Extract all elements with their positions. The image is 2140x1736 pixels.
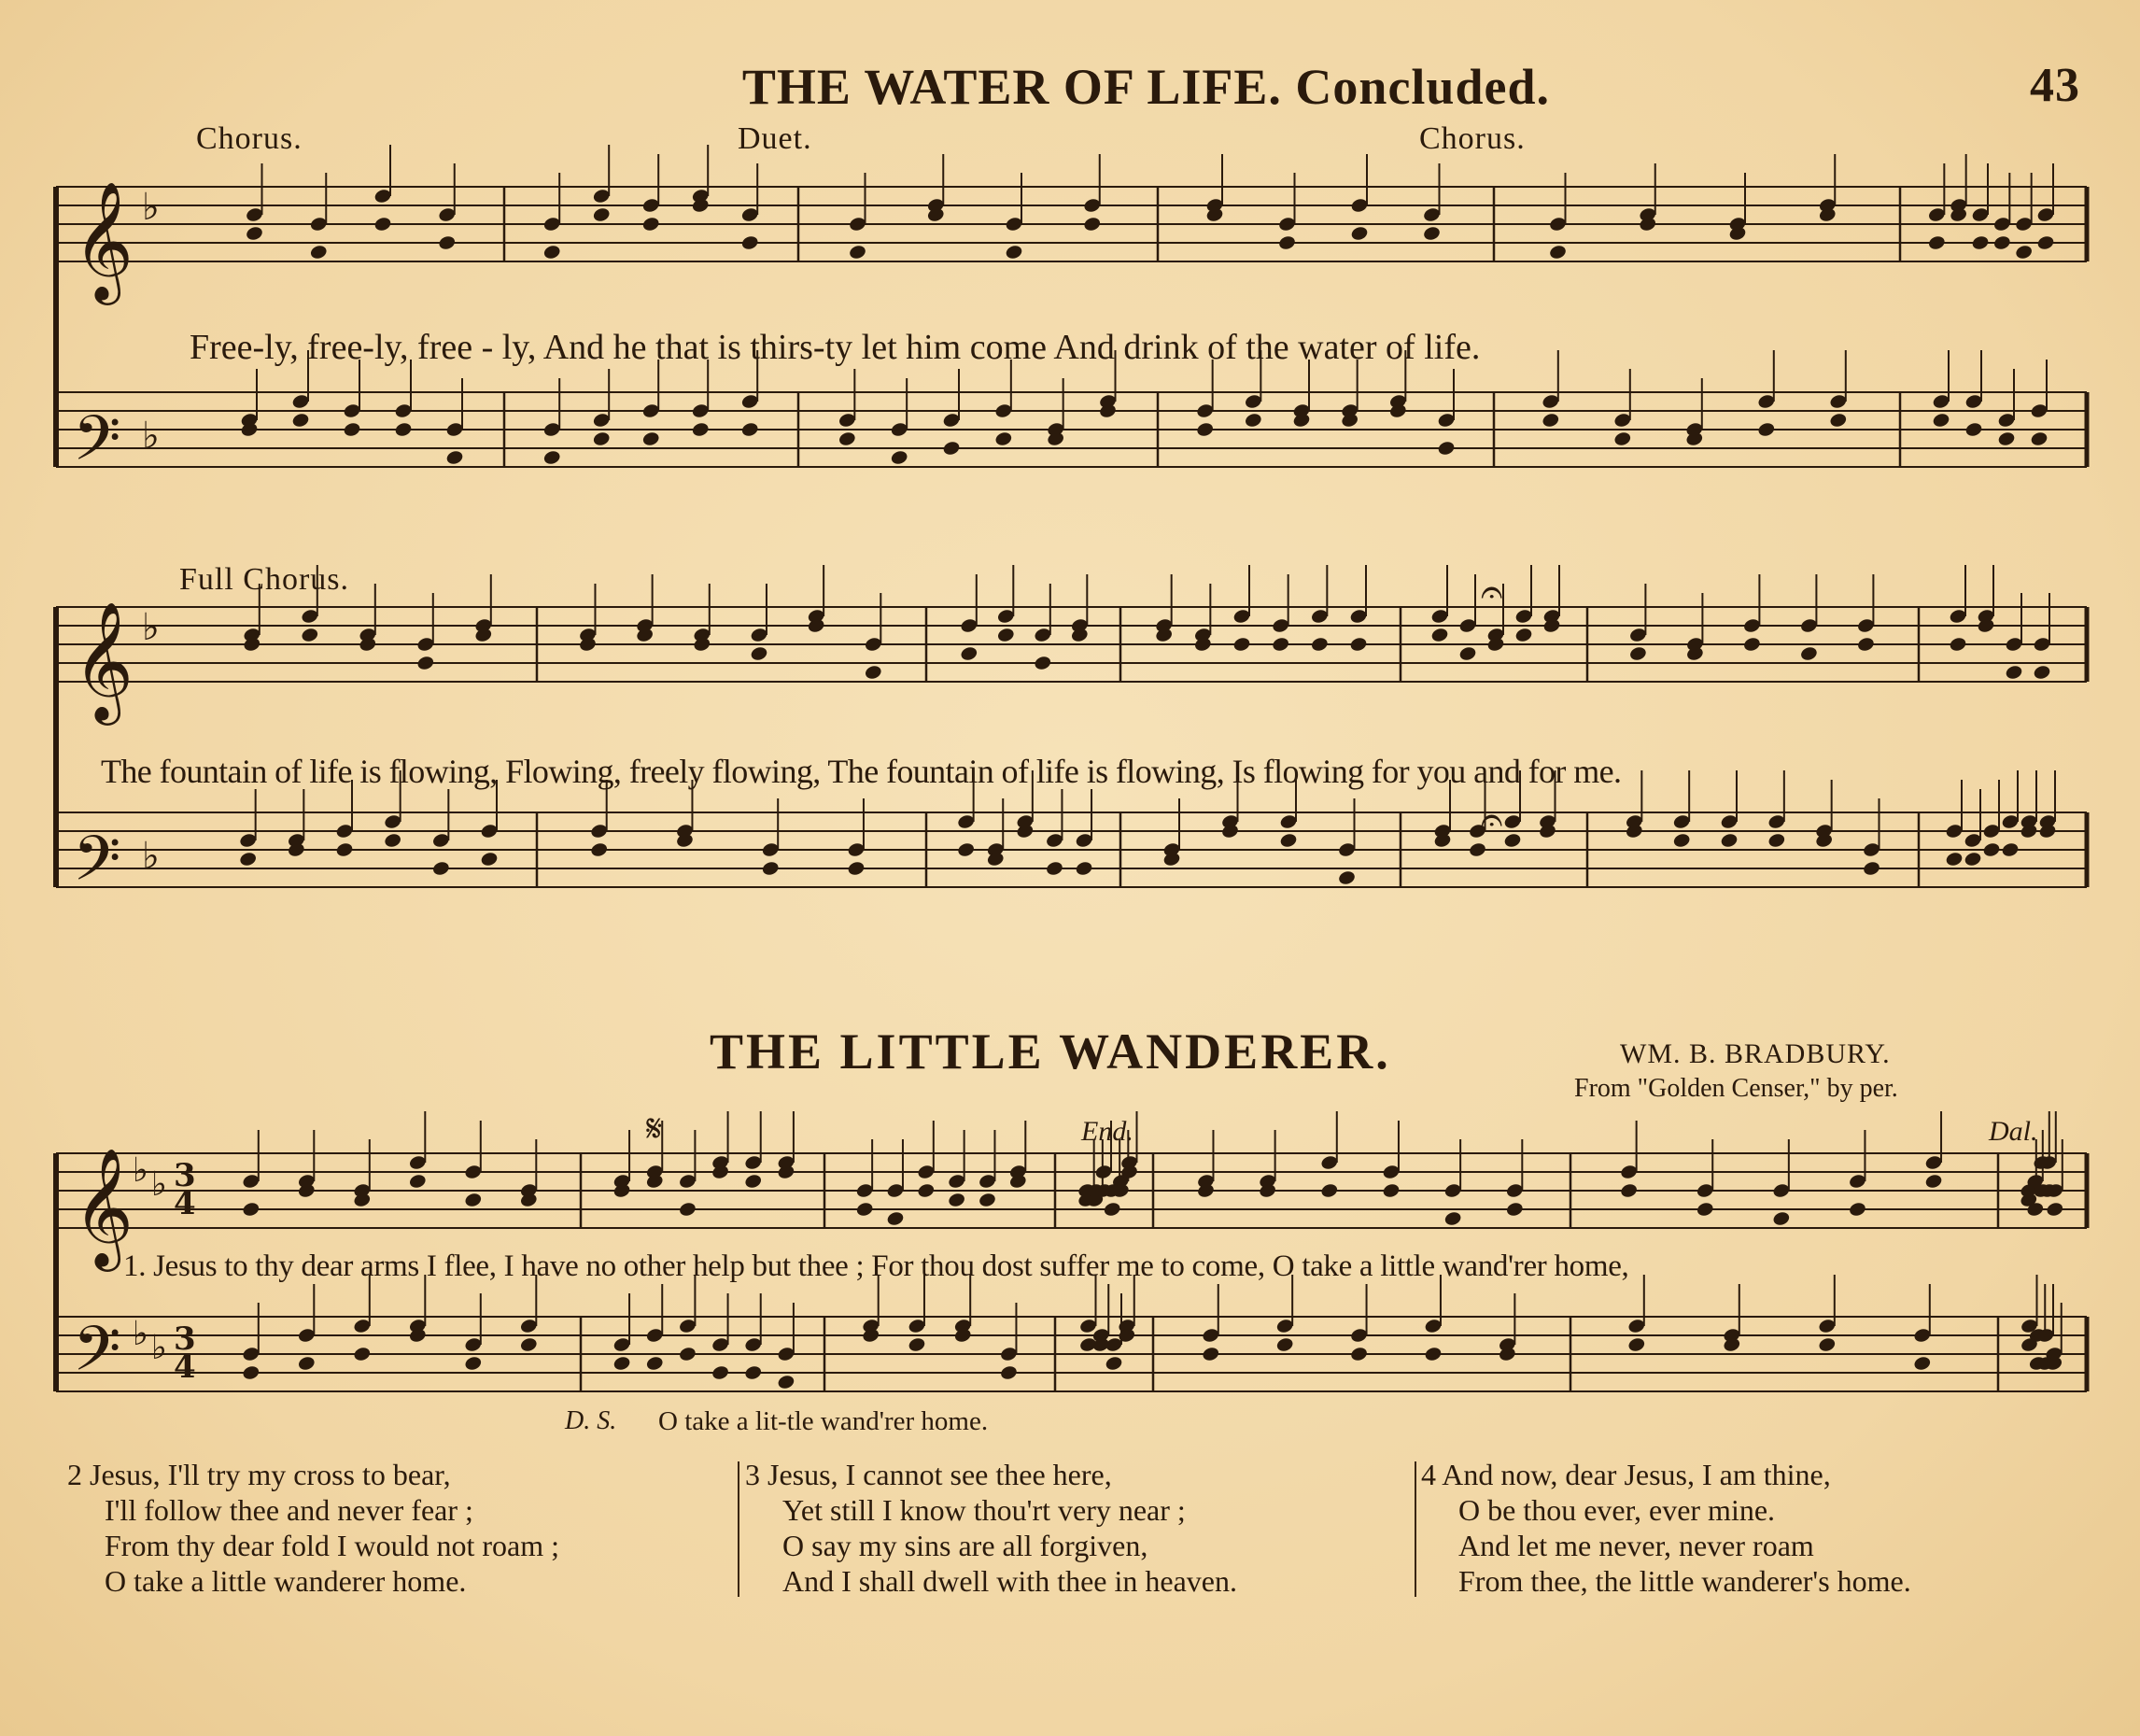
- section-label-duet: Duet.: [738, 121, 812, 156]
- note-head: [1997, 430, 2016, 447]
- note-head: [335, 841, 354, 858]
- note-head: [1672, 832, 1691, 849]
- note-head: [2005, 664, 2023, 681]
- note-head: [994, 430, 1013, 447]
- time-signature-top: 3: [174, 1157, 196, 1194]
- note-head: [2030, 430, 2048, 447]
- composer-credit: WM. B. BRADBURY.: [1620, 1038, 1891, 1069]
- note-head: [1337, 869, 1356, 886]
- note-head: [242, 1364, 260, 1381]
- note-head: [394, 421, 413, 438]
- note-head: [1913, 1355, 1932, 1372]
- flat-icon: ♭: [142, 606, 160, 649]
- note-head: [383, 832, 401, 849]
- note-head: [445, 449, 464, 466]
- verse-line: And I shall dwell with thee in heaven.: [782, 1564, 1237, 1598]
- note-head: [1271, 636, 1289, 653]
- note-head: [848, 244, 866, 261]
- verse-line: I'll follow thee and never fear ;: [105, 1493, 473, 1527]
- note-head: [343, 421, 361, 438]
- note-head: [1320, 1182, 1339, 1199]
- note-head: [1202, 1346, 1220, 1362]
- note-head: [1720, 832, 1739, 849]
- note-head: [592, 430, 611, 447]
- note-head: [2046, 1201, 2064, 1218]
- note-head: [1437, 440, 1456, 457]
- verse-line: And let me never, never roam: [1458, 1529, 1814, 1562]
- note-head: [1430, 627, 1449, 643]
- note-head: [1964, 851, 1982, 868]
- note-head: [890, 449, 908, 466]
- note-head: [1005, 244, 1023, 261]
- section-label-chorus-2: Chorus.: [1419, 121, 1526, 156]
- note-head: [1103, 1201, 1121, 1218]
- note-head: [1862, 860, 1880, 877]
- note-head: [960, 645, 978, 662]
- note-head: [678, 1346, 697, 1362]
- note-head: [612, 1355, 631, 1372]
- note-head: [291, 412, 310, 429]
- note-head: [1034, 655, 1052, 671]
- note-head: [464, 1192, 483, 1208]
- note-head: [480, 851, 499, 868]
- note-head: [242, 1201, 260, 1218]
- note-head: [1382, 1182, 1401, 1199]
- note-head: [1696, 1201, 1714, 1218]
- verse-2: [67, 1457, 559, 1599]
- note-head: [641, 216, 660, 233]
- flat-icon: ♭: [142, 186, 160, 229]
- note-head: [886, 1210, 905, 1227]
- time-signature-top: 3: [174, 1320, 196, 1358]
- note-head: [1548, 244, 1567, 261]
- note-head: [761, 860, 780, 877]
- ds-lyrics: O take a lit-tle wand'rer home.: [658, 1406, 989, 1436]
- note-head: [1932, 412, 1950, 429]
- note-head: [1949, 636, 1967, 653]
- note-head: [956, 841, 975, 858]
- note-head: [1232, 636, 1251, 653]
- note-head: [1279, 832, 1298, 849]
- note-head: [431, 860, 450, 877]
- note-head: [1757, 421, 1776, 438]
- verse-line: 2 Jesus, I'll try my cross to bear,: [67, 1458, 451, 1491]
- note-head: [942, 440, 961, 457]
- song-title-little-wanderer: THE LITTLE WANDERER.: [710, 1023, 1391, 1080]
- note-head: [1349, 1346, 1368, 1362]
- note-head: [1349, 636, 1368, 653]
- fermata-icon: 𝄐: [1481, 569, 1503, 614]
- treble-clef-icon: 𝄞: [73, 180, 134, 300]
- flat-icon: ♭: [133, 1315, 148, 1353]
- note-head: [1195, 421, 1214, 438]
- verse-divider: [738, 1461, 739, 1597]
- note-head: [1818, 1336, 1837, 1353]
- note-head: [691, 421, 710, 438]
- end-mark: End.: [1081, 1116, 1133, 1147]
- verse-3: [745, 1457, 1237, 1599]
- note-head: [301, 627, 319, 643]
- lyrics-line-2: The fountain of life is flowing, Flowing, freely flowing, The fountain of life is flowing, Is flowing for you and for me.: [101, 753, 1622, 790]
- note-head: [711, 1364, 729, 1381]
- flat-icon: ♭: [151, 1329, 167, 1367]
- note-head: [1505, 1201, 1524, 1218]
- note-head: [996, 627, 1015, 643]
- note-head: [864, 664, 882, 681]
- note-head: [1244, 412, 1262, 429]
- note-head: [1848, 1201, 1866, 1218]
- fermata-icon: 𝄐: [1481, 797, 1503, 842]
- time-signature-bottom: 4: [174, 1348, 196, 1386]
- bass-clef-icon: 𝄢: [73, 823, 121, 910]
- verse-line: O say my sins are all forgiven,: [782, 1529, 1148, 1562]
- note-head: [542, 449, 561, 466]
- note-head: [1045, 860, 1063, 877]
- flat-icon: ♭: [142, 835, 160, 878]
- note-head: [1945, 851, 1964, 868]
- note-head: [978, 1192, 996, 1208]
- note-head: [777, 1374, 795, 1390]
- note-head: [645, 1355, 664, 1372]
- dal-segno-mark: Dal.: [1989, 1116, 2038, 1147]
- flat-icon: ♭: [133, 1151, 148, 1190]
- note-head: [1542, 412, 1560, 429]
- note-head: [2001, 841, 2020, 858]
- note-head: [542, 244, 561, 261]
- note-head: [1619, 1182, 1638, 1199]
- note-head: [740, 421, 759, 438]
- lyrics-line-1: Free-ly, free-ly, free - ly, And he that is thirs-ty let him come And drink of the water of life.: [190, 328, 1481, 367]
- note-head: [1982, 841, 2001, 858]
- verse-line: Yet still I know thou'rt very near ;: [782, 1493, 1186, 1527]
- note-head: [1503, 832, 1522, 849]
- flat-icon: ♭: [142, 415, 160, 458]
- treble-clef-icon: 𝄞: [73, 600, 134, 720]
- segno-icon: 𝄋: [646, 1108, 663, 1150]
- verse-divider: [1415, 1461, 1416, 1597]
- note-head: [1083, 216, 1102, 233]
- note-head: [908, 1336, 926, 1353]
- note-head: [309, 244, 328, 261]
- note-head: [1443, 1210, 1462, 1227]
- note-head: [838, 430, 856, 447]
- note-head: [1971, 234, 1990, 251]
- note-head: [740, 234, 759, 251]
- note-head: [1424, 1346, 1443, 1362]
- note-head: [1772, 1210, 1791, 1227]
- note-head: [855, 1201, 874, 1218]
- note-head: [245, 225, 263, 242]
- note-head: [1856, 636, 1875, 653]
- note-head: [353, 1346, 372, 1362]
- section-label-full-chorus: Full Chorus.: [179, 562, 350, 597]
- note-head: [519, 1336, 538, 1353]
- note-head: [297, 1355, 316, 1372]
- note-head: [1275, 1336, 1294, 1353]
- lyrics-line-3: 1. Jesus to thy dear arms I flee, I have no other help but thee ; For thou dost suffer me to come, O take a little wand'rer home,: [123, 1249, 1629, 1283]
- note-head: [1927, 234, 1946, 251]
- note-head: [408, 1173, 427, 1190]
- note-head: [1458, 645, 1477, 662]
- flat-icon: ♭: [151, 1165, 167, 1204]
- verse-line: From thee, the little wanderer's home.: [1458, 1564, 1911, 1598]
- note-head: [2036, 234, 2055, 251]
- page-number: 43: [2030, 59, 2080, 112]
- ds-label: D. S.: [565, 1406, 617, 1435]
- note-head: [999, 1364, 1018, 1381]
- note-head: [1964, 421, 1983, 438]
- note-head: [750, 645, 768, 662]
- note-head: [1829, 412, 1848, 429]
- note-head: [1992, 234, 2011, 251]
- verse-line: O take a little wanderer home.: [105, 1564, 467, 1598]
- note-head: [1628, 645, 1647, 662]
- note-head: [1627, 1336, 1646, 1353]
- note-head: [847, 860, 866, 877]
- note-head: [2033, 664, 2051, 681]
- note-head: [2014, 244, 2033, 261]
- note-head: [1422, 225, 1441, 242]
- note-head: [641, 430, 660, 447]
- note-head: [1767, 832, 1786, 849]
- note-head: [947, 1192, 965, 1208]
- section-label-chorus-1: Chorus.: [196, 121, 303, 156]
- note-head: [1075, 860, 1093, 877]
- note-head: [1310, 636, 1329, 653]
- bass-clef-icon: 𝄢: [73, 402, 121, 489]
- note-head: [1105, 1355, 1123, 1372]
- note-head: [917, 1182, 936, 1199]
- note-head: [416, 655, 435, 671]
- treble-clef-icon: 𝄞: [73, 1147, 134, 1266]
- time-signature-bottom: 4: [174, 1185, 196, 1222]
- note-head: [744, 1173, 763, 1190]
- note-head: [1613, 430, 1632, 447]
- verse-line: 3 Jesus, I cannot see thee here,: [745, 1458, 1112, 1491]
- verse-line: 4 And now, dear Jesus, I am thine,: [1421, 1458, 1831, 1491]
- note-head: [592, 206, 611, 223]
- note-head: [464, 1355, 483, 1372]
- note-head: [678, 1201, 697, 1218]
- verse-4: [1421, 1457, 1911, 1599]
- note-head: [373, 216, 392, 233]
- note-head: [589, 841, 608, 858]
- source-credit: From "Golden Censer," by per.: [1574, 1074, 1898, 1103]
- verse-line: O be thou ever, ever mine.: [1458, 1493, 1776, 1527]
- note-head: [744, 1364, 763, 1381]
- note-head: [238, 851, 257, 868]
- note-head: [1799, 645, 1818, 662]
- note-head: [1514, 627, 1533, 643]
- note-head: [1277, 234, 1296, 251]
- note-head: [438, 234, 457, 251]
- note-head: [1350, 225, 1369, 242]
- bass-clef-icon: 𝄢: [73, 1313, 121, 1400]
- song-title-water-of-life: THE WATER OF LIFE. Concluded.: [741, 59, 1550, 115]
- note-head: [1468, 841, 1486, 858]
- note-head: [1742, 636, 1761, 653]
- verse-line: From thy dear fold I would not roam ;: [105, 1529, 560, 1562]
- note-head: [1924, 1173, 1943, 1190]
